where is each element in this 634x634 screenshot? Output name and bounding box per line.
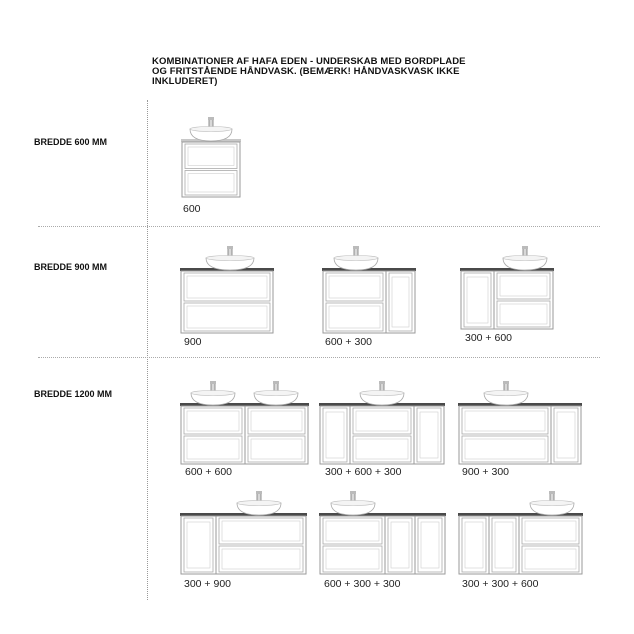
cabinet-module <box>494 271 553 329</box>
cabinet-module <box>216 516 306 574</box>
wash-basin-icon <box>254 381 298 405</box>
cabinet-module <box>320 516 385 574</box>
cabinet-module <box>551 406 581 464</box>
cabinet-module <box>385 516 415 574</box>
caption-300-600-300: 300 + 600 + 300 <box>325 466 402 478</box>
row-label-1200: BREDDE 1200 MM <box>34 389 113 399</box>
cabinet-module <box>386 271 415 333</box>
cabinet-module <box>181 406 245 464</box>
caption-600-300: 600 + 300 <box>325 336 373 348</box>
cabinet-module <box>414 406 444 464</box>
cabinet-module <box>415 516 445 574</box>
wash-basin-icon <box>530 491 574 515</box>
cabinet-module <box>489 516 519 574</box>
caption-300-300-600: 300 + 300 + 600 <box>462 578 539 590</box>
cabinet-module <box>459 516 489 574</box>
cabinet-module <box>181 271 273 333</box>
wash-basin-icon <box>503 246 547 270</box>
cabinet-module <box>245 406 308 464</box>
caption-300-900: 300 + 900 <box>184 578 232 590</box>
row-label-900: BREDDE 900 MM <box>34 262 108 272</box>
cabinet-module <box>320 406 350 464</box>
caption-600-600: 600 + 600 <box>185 466 233 478</box>
page-heading: KOMBINATIONER AF HAFA EDEN - UNDERSKAB MED BORDPLADE OG FRITSTÅENDE HÅNDVASK. (BEMÆRK! HÅNDVASKVASK IKKE INKLUDERET) <box>152 56 466 87</box>
wash-basin-icon <box>331 491 375 515</box>
cabinet-module <box>181 516 216 574</box>
caption-900-300: 900 + 300 <box>462 466 510 478</box>
caption-600: 600 <box>183 203 201 215</box>
cabinet-module <box>323 271 386 333</box>
caption-600-300-300: 600 + 300 + 300 <box>324 578 401 590</box>
row-label-600: BREDDE 600 MM <box>34 137 108 147</box>
cabinet-module <box>461 271 494 329</box>
caption-900: 900 <box>184 336 202 348</box>
wash-basin-icon <box>190 117 232 141</box>
wash-basin-icon <box>484 381 528 405</box>
cabinet-module <box>350 406 414 464</box>
wash-basin-icon <box>237 491 281 515</box>
wash-basin-icon <box>334 246 378 270</box>
cabinet-module <box>459 406 551 464</box>
wash-basin-icon <box>191 381 235 405</box>
wash-basin-icon <box>206 246 254 270</box>
cabinet-module <box>519 516 582 574</box>
cabinet-module <box>182 142 240 197</box>
caption-300-600: 300 + 600 <box>465 332 513 344</box>
wash-basin-icon <box>360 381 404 405</box>
